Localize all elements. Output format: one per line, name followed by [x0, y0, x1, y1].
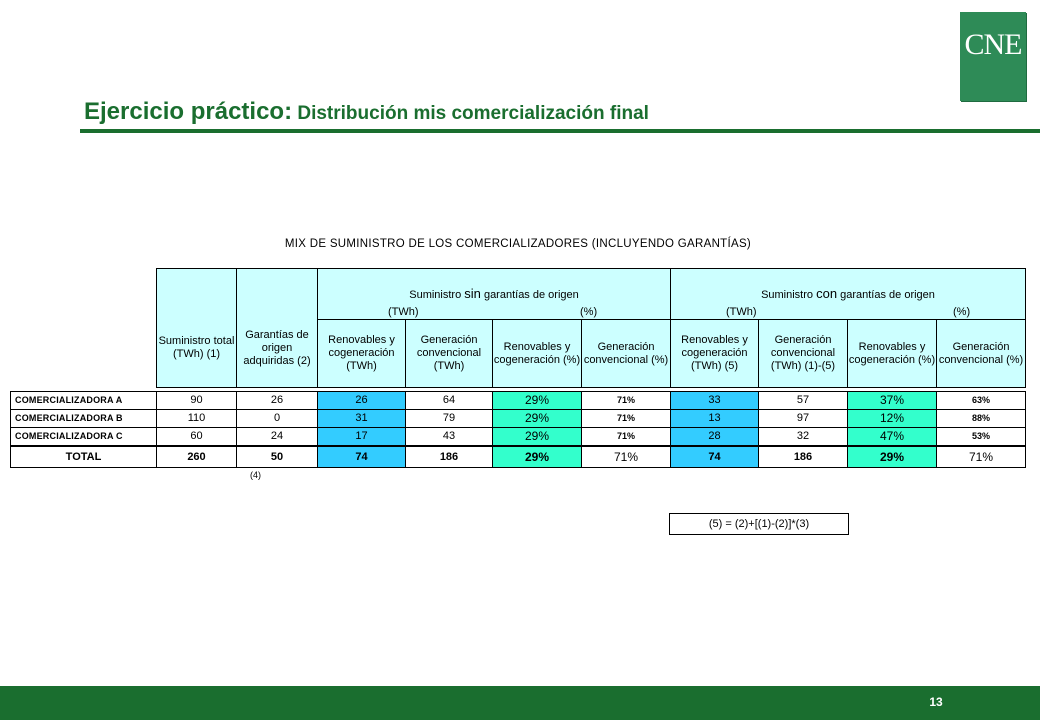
cell-con-conv-pct: 88% — [936, 409, 1026, 428]
footnote-marker: (4) — [250, 470, 261, 480]
con-unit-right: (%) — [953, 306, 971, 318]
title-divider — [80, 129, 1040, 133]
total-sin-ren: 74 — [317, 446, 406, 468]
cell-guarantees: 0 — [236, 409, 318, 428]
header-sin-col-4: Generación convencional (%) — [581, 319, 671, 388]
cell-con-ren: 28 — [670, 427, 759, 446]
con-unit-left: (TWh) — [726, 306, 757, 318]
cell-total: 60 — [156, 427, 237, 446]
supply-mix-table — [10, 268, 1026, 468]
cell-sin-ren: 26 — [317, 391, 406, 410]
cell-con-ren-pct: 12% — [847, 409, 937, 428]
total-con-ren-pct: 29% — [847, 446, 937, 468]
page-title-sub: Distribución mis comercialización final — [292, 103, 649, 124]
row-name: COMERCIALIZADORA A — [10, 391, 157, 410]
cell-con-conv-pct: 63% — [936, 391, 1026, 410]
header-con-col-2: Generación convencional (TWh) (1)-(5) — [758, 319, 848, 388]
cell-sin-conv-pct: 71% — [581, 427, 671, 446]
cell-con-ren-pct: 37% — [847, 391, 937, 410]
cell-con-conv-pct: 53% — [936, 427, 1026, 446]
total-con-conv: 186 — [758, 446, 848, 468]
cell-con-ren: 33 — [670, 391, 759, 410]
cell-sin-conv-pct: 71% — [581, 391, 671, 410]
cell-con-ren: 13 — [670, 409, 759, 428]
cell-guarantees: 26 — [236, 391, 318, 410]
cell-sin-ren-pct: 29% — [492, 391, 582, 410]
cell-sin-conv-pct: 71% — [581, 409, 671, 428]
cell-con-conv: 57 — [758, 391, 848, 410]
cell-con-conv: 32 — [758, 427, 848, 446]
header-total-supply: Suministro total (TWh) (1) — [156, 268, 237, 388]
header-sin-col-1-box: Renovables y cogeneración (TWh) — [317, 319, 406, 388]
page-title-main: Ejercicio práctico: — [84, 98, 293, 125]
header-con-col-3: Renovables y cogeneración (%) — [847, 319, 937, 388]
sin-group-pre: Suministro — [409, 289, 465, 301]
cell-sin-ren: 17 — [317, 427, 406, 446]
total-con-ren: 74 — [670, 446, 759, 468]
cell-sin-conv: 79 — [405, 409, 493, 428]
total-supply: 260 — [156, 446, 237, 468]
total-row-label: TOTAL — [10, 446, 157, 468]
con-group-key: con — [816, 286, 838, 301]
cell-sin-ren-pct: 29% — [492, 409, 582, 428]
logo-text: CNE — [964, 28, 1022, 61]
cell-sin-conv: 43 — [405, 427, 493, 446]
header-sin-col-3: Renovables y cogeneración (%) — [492, 319, 582, 388]
sin-unit-left: (TWh) — [388, 306, 419, 318]
sin-group-key: sin — [464, 286, 481, 301]
sin-group-post: garantías de origen — [480, 289, 579, 301]
con-group-pre: Suministro — [761, 289, 817, 301]
header-sin-group — [317, 268, 671, 320]
header-con-col-4: Generación convencional (%) — [936, 319, 1026, 388]
formula-box: (5) = (2)+[(1)-(2)]*(3) — [669, 513, 849, 535]
footer-bar — [0, 686, 1040, 720]
cell-total: 110 — [156, 409, 237, 428]
cne-logo — [960, 12, 1026, 101]
cell-guarantees: 24 — [236, 427, 318, 446]
row-name: COMERCIALIZADORA B — [10, 409, 157, 428]
header-con-group — [670, 268, 1026, 320]
row-name: COMERCIALIZADORA C — [10, 427, 157, 446]
total-sin-conv-pct: 71% — [581, 446, 671, 468]
cell-con-ren-pct: 47% — [847, 427, 937, 446]
header-guarantees: Garantías de origen adquiridas (2) — [236, 268, 318, 388]
header-con-col-1: Renovables y cogeneración (TWh) (5) — [670, 319, 759, 388]
table-title: MIX DE SUMINISTRO DE LOS COMERCIALIZADORES (INCLUYENDO GARANTÍAS) — [284, 238, 752, 250]
cell-sin-ren: 31 — [317, 409, 406, 428]
page-number: 13 — [929, 695, 943, 709]
cell-sin-ren-pct: 29% — [492, 427, 582, 446]
total-sin-ren-pct: 29% — [492, 446, 582, 468]
page-title — [84, 98, 649, 126]
cell-con-conv: 97 — [758, 409, 848, 428]
con-group-post: garantías de origen — [837, 289, 935, 301]
cell-sin-conv: 64 — [405, 391, 493, 410]
cell-total: 90 — [156, 391, 237, 410]
total-con-conv-pct: 71% — [936, 446, 1026, 468]
total-guarantees: 50 — [236, 446, 318, 468]
sin-unit-right: (%) — [580, 306, 598, 318]
total-sin-conv: 186 — [405, 446, 493, 468]
header-sin-col-2: Generación convencional (TWh) — [405, 319, 493, 388]
